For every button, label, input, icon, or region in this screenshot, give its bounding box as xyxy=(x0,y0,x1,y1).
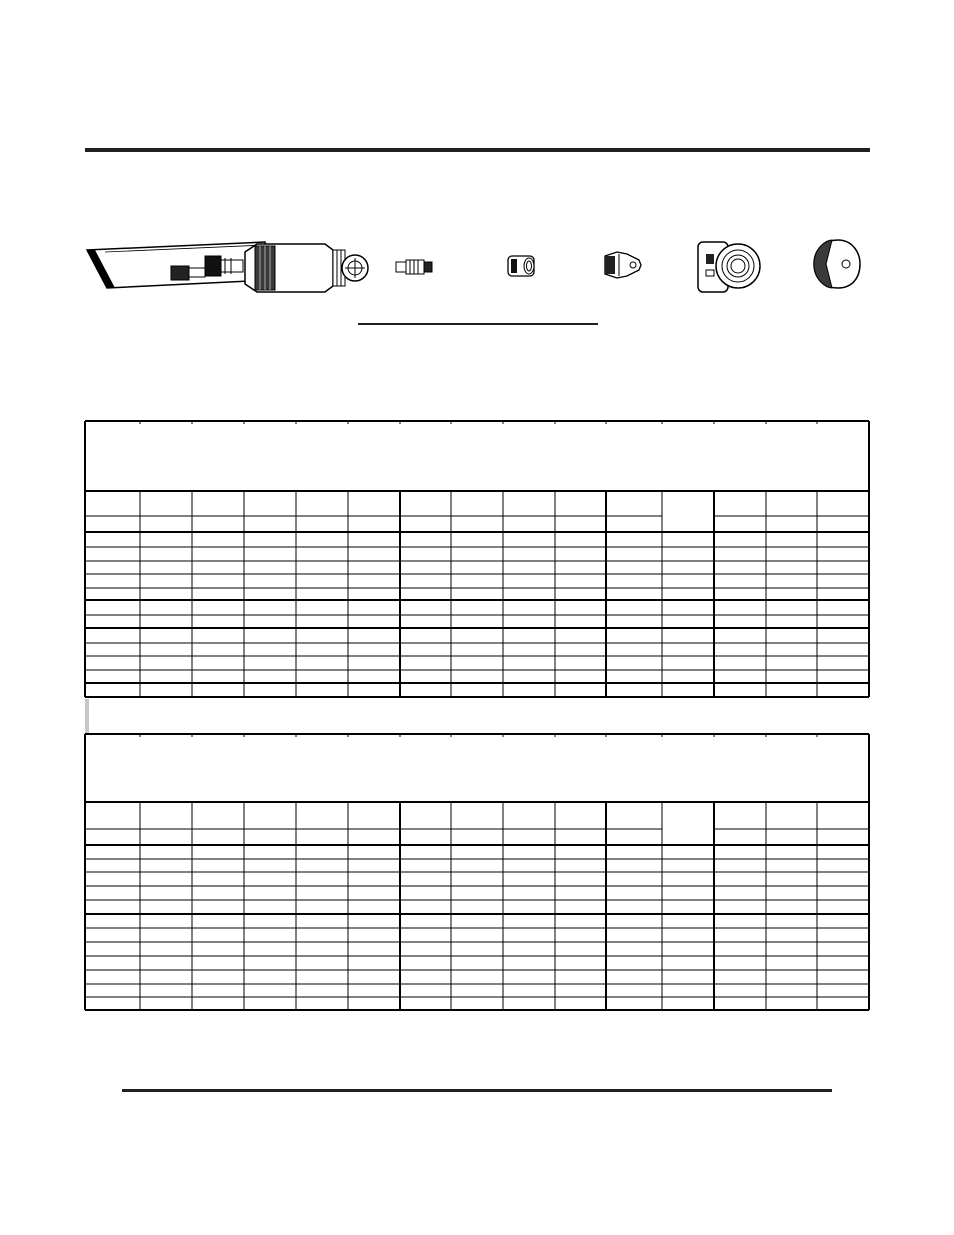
bottom-rule xyxy=(122,1089,832,1092)
table-gap-marker xyxy=(85,699,89,733)
